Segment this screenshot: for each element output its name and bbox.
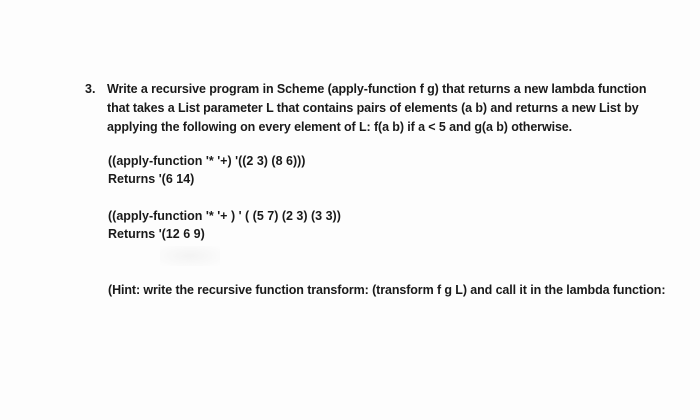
- problem-line-3: applying the following on every element of L: f(a b) if a < 5 and g(a b) otherwise.: [107, 120, 573, 134]
- problem-line-1: Write a recursive program in Scheme (apply-function f g) that returns a new lambda function: [107, 82, 647, 96]
- question-number: 3.: [85, 82, 96, 96]
- hint-text: (Hint: write the recursive function transform: (transform f g L) and call it in the lambda function:: [108, 283, 666, 297]
- problem-line-2: that takes a List parameter L that contains pairs of elements (a b) and returns a new List by: [107, 101, 639, 115]
- paper-smudge: [160, 246, 220, 266]
- example-1-call: ((apply-function '* '+) '((2 3) (8 6))): [108, 154, 306, 168]
- example-1-result: Returns '(6 14): [108, 172, 195, 186]
- example-2-call: ((apply-function '* '+ ) ' ( (5 7) (2 3) (3 3)): [108, 209, 341, 223]
- example-2-result: Returns '(12 6 9): [108, 227, 205, 241]
